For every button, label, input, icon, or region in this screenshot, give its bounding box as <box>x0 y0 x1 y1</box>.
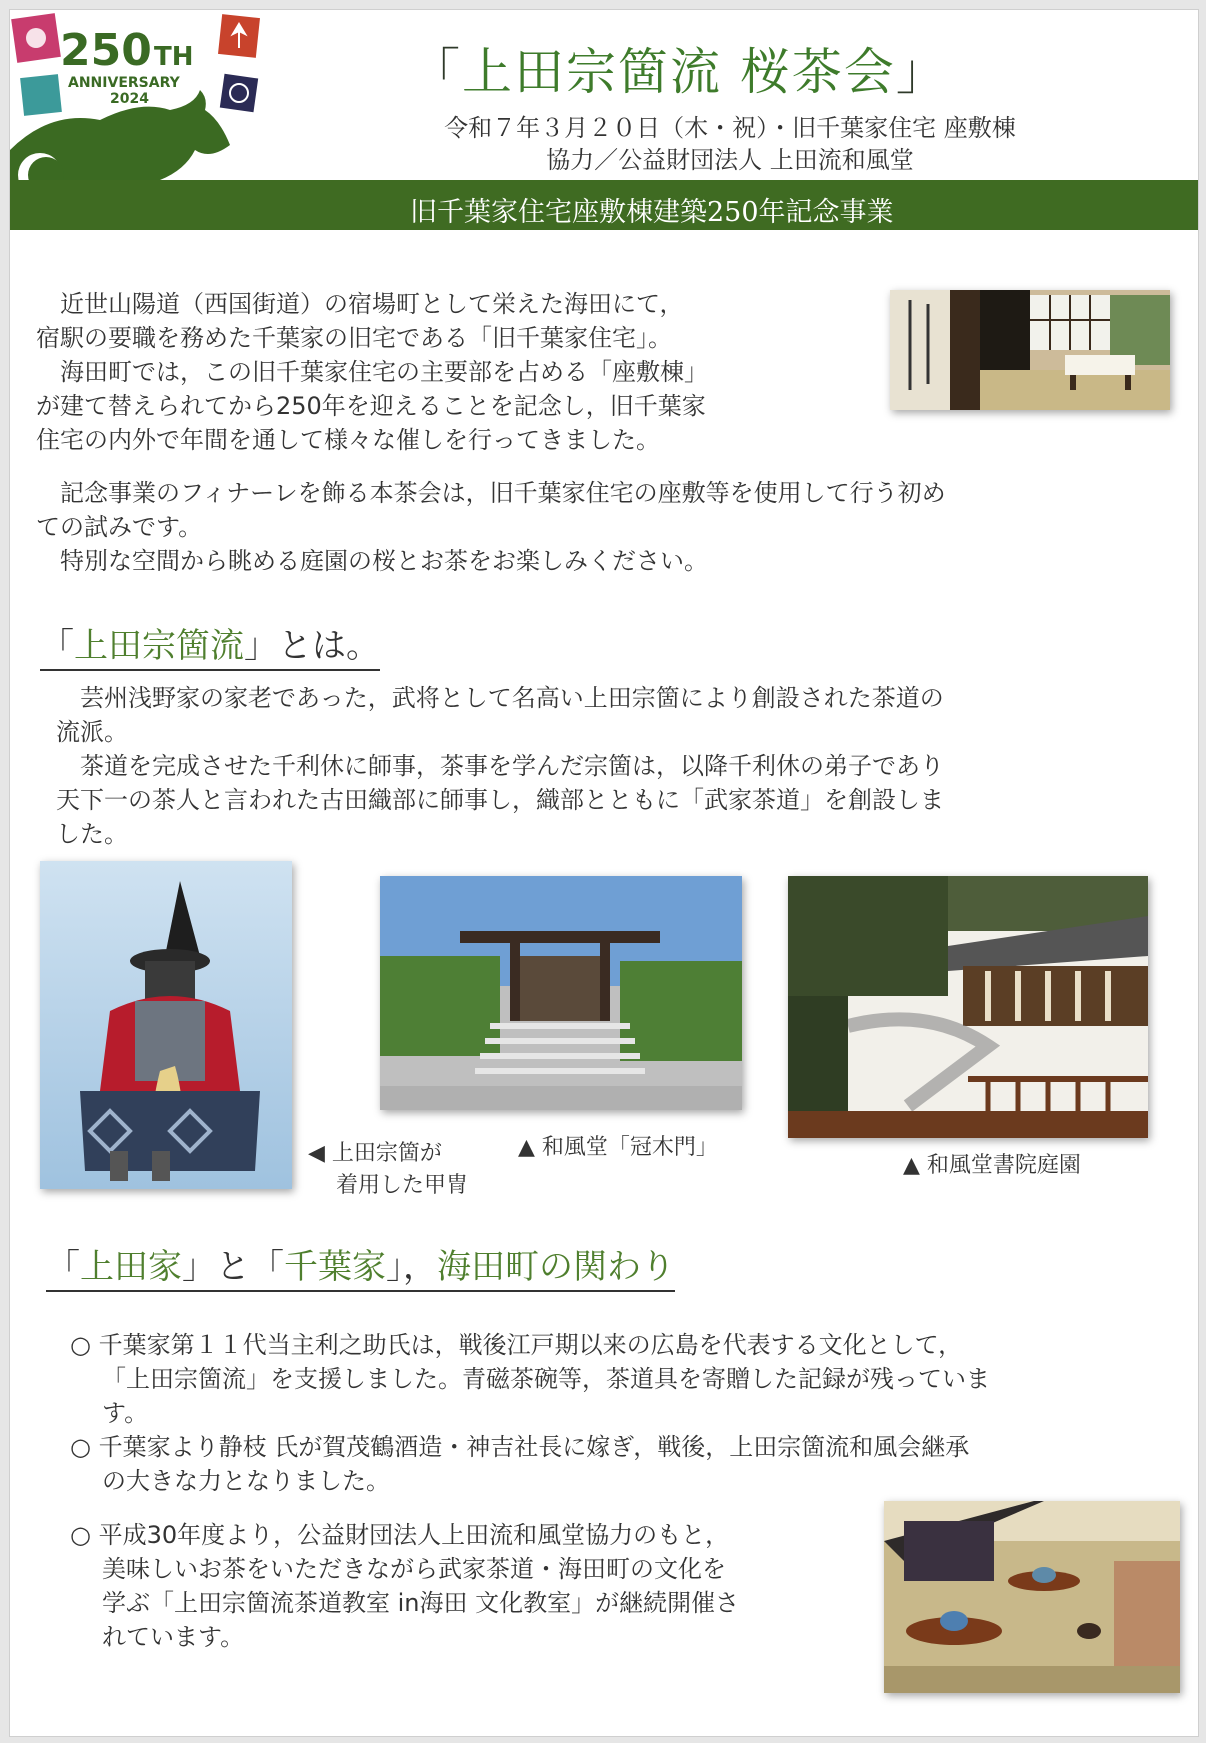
zashiki-photo <box>890 290 1170 410</box>
banner-text: 旧千葉家住宅座敷棟建築250年記念事業 <box>410 197 894 228</box>
banner <box>10 180 1198 230</box>
logo-year: 2024 <box>110 91 149 107</box>
cooperation: 協力／公益財団法人 上田流和風堂 <box>546 146 914 174</box>
date-venue: 令和７年３月２０日（木・祝）・旧千葉家住宅 座敷棟 <box>444 114 1016 142</box>
armor-caption: ◀ 上田宗箇が 着用した甲冑 <box>308 1141 469 1198</box>
list-item: ○ 千葉家第１１代当主利之助氏は，戦後江戸期以来の広島を代表する文化として， 「上田宗箇流」を支援しました。青磁茶碗等，茶道具を寄贈した記録が残っていま す。 <box>70 1331 990 1427</box>
gate-caption: ▲ 和風堂「冠木門」 <box>518 1135 718 1160</box>
logo-th: TH <box>154 42 194 72</box>
intro-paragraph-2: 記念事業のフィナーレを飾る本茶会は，旧千葉家住宅の座敷等を使用して行う初め ての試みです。 特別な空間から眺める庭園の桜とお茶をお楽しみください。 <box>36 479 946 575</box>
gate-photo <box>380 876 742 1110</box>
intro-paragraph: 近世山陽道（西国街道）の宿場町として栄えた海田にて， 宿駅の要職を務めた千葉家の旧宅である「旧千葉家住宅」。 海田町では，この旧千葉家住宅の主要部を占める「座敷棟」 が建て替えられてから250年を迎えることを記念し，旧千葉家 住宅の内外で年間を通して様々な催しを行ってきました。 <box>36 290 708 454</box>
armor-photo <box>40 861 292 1189</box>
garden-photo <box>788 876 1148 1138</box>
tea-class-photo <box>884 1501 1180 1693</box>
list-item: ○ 千葉家より静枝 氏が賀茂鶴酒造・神吉社長に嫁ぎ，戦後，上田宗箇流和風会継承 の大きな力となりました。 <box>70 1433 970 1495</box>
crest2-icon <box>220 74 258 112</box>
relations-list <box>70 1328 990 1654</box>
section-heading-ueda-soko: 「上田宗箇流」とは。 <box>40 618 380 671</box>
section1-paragraph: 芸州浅野家の家老であった，武将として名高い上田宗箇により創設された茶道の 流派。 茶道を完成させた千利休に師事，茶事を学んだ宗箇は，以降千利休の弟子であり 天下一の茶人と言われた古田織部に師事し，織部とともに「武家茶道」を創設しま した。 <box>56 684 944 848</box>
logo-anniversary: ANNIVERSARY <box>68 75 180 91</box>
flyer-page <box>9 9 1199 1737</box>
garden-caption: ▲ 和風堂書院庭園 <box>903 1153 1081 1178</box>
section-heading-relations: 「上田家」と「千葉家」，海田町の関わり <box>46 1239 675 1292</box>
list-item: ○ 平成30年度より，公益財団法人上田流和風堂協力のもと， 美味しいお茶をいただきながら武家茶道・海田町の文化を 学ぶ「上田宗箇流茶道教室 in海田 文化教室」が継続開催さ れています。 <box>70 1521 740 1651</box>
logo-250: 250 <box>60 25 152 76</box>
crest-icon <box>20 74 62 116</box>
page-title: 「上田宗箇流 桜茶会」 <box>410 43 948 101</box>
